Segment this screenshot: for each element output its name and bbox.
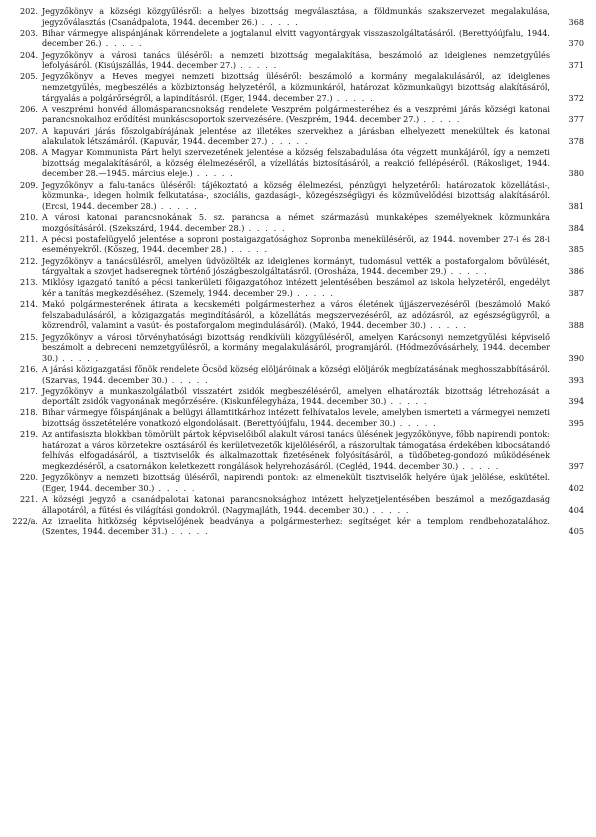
entry-page-number: 377 bbox=[568, 114, 584, 125]
dot-leader: . . . . . bbox=[244, 222, 287, 233]
entry-number: 220. bbox=[19, 472, 38, 483]
entry-page-number: 387 bbox=[568, 287, 584, 298]
dot-leader: . . . . . bbox=[154, 482, 197, 493]
dot-leader: . . . . . bbox=[226, 244, 269, 255]
entry-text: A veszprémi honvéd állomásparancsnokság rendelete Veszprém polgármesteréhez és a veszprémi járás községi katonai parancsnokaihoz erődítési munkáscsoportok szervezésére. (Veszprém, 1944. december 27.) . . . . . bbox=[42, 103, 550, 125]
entry-text: Jegyzőkönyv a tanácsülésről, amelyen üdvözölték az ideiglenes kormányt, tudomásul vették a postaforgalom bővülését, tárgyaltak a szovjet hadseregnek történő jószágbeszolgáltatásról. (Orosháza, 1944. december 29.) . . . . . bbox=[42, 255, 550, 277]
entry-number: 203. bbox=[19, 27, 38, 38]
entry-number: 214. bbox=[19, 299, 38, 310]
entry-number: 202. bbox=[19, 6, 38, 16]
entry-number: 216. bbox=[19, 363, 38, 374]
toc-entry bbox=[12, 429, 584, 471]
dot-leader: . . . . . bbox=[257, 16, 300, 27]
toc-entry bbox=[12, 256, 584, 277]
dot-leader: . . . . . bbox=[101, 38, 144, 49]
toc-entry bbox=[12, 104, 584, 125]
toc-entry bbox=[12, 472, 584, 493]
entry-text: A járási közigazgatási főnök rendelete Öcsöd község elöljáróinak a községi elöljárók megbízatásának meghosszabbításáról. (Szarvas, 1944. december 30.) . . . . . bbox=[42, 363, 550, 385]
dot-leader: . . . . . bbox=[425, 320, 468, 331]
entry-number: 204. bbox=[19, 49, 38, 60]
entry-text: A városi katonai parancsnokának 5. sz. parancsa a német származású munkaképes személyeknek közmunkára mozgósításáról. (Szekszárd, 1944. december 28.) . . . . . bbox=[42, 212, 550, 233]
entry-number: 217. bbox=[19, 385, 38, 396]
toc-entry bbox=[12, 407, 584, 428]
dot-leader: . . . . . bbox=[167, 374, 210, 385]
toc-entry bbox=[12, 516, 584, 537]
entry-text: A Magyar Kommunista Párt helyi szervezetének jelentése a község felszabadulása óta végzett munkájáról, így a nemzeti bizottság megalakításáról, a község élelmezéséről, a vízellátás biztosításáról, a reakció fellépéséről. (Rákosliget, 1944. december 28.—1945. március eleje.) . . . . . bbox=[42, 147, 550, 179]
dot-leader: . . . . . bbox=[395, 418, 438, 429]
entry-text: A községi jegyző a csanádpalotai katonai parancsnoksághoz intézett helyzetjelentésében beszámol a mezőgazdaság állapotáról, a fűtési és világítási gondokról. (Nagymajláth, 1944. december 30.) . . . . . bbox=[42, 494, 550, 515]
dot-leader: . . . . . bbox=[386, 396, 429, 407]
entry-page-number: 380 bbox=[568, 168, 584, 179]
entry-text: A kapuvári járás főszolgabírájának jelentése az illetékes szervekhez a járásban elhelyezett menekültek és katonai alakulatok létszámáról. (Kapuvár, 1944. december 27.) . . . . . bbox=[42, 125, 550, 147]
entry-text: Bihar vármegye alispánjának körrendelete a jogtalanul elvitt vagyontárgyak visszaszolgáltatásáról. (Berettyóújfalu, 1944. december 26.) . . . . . bbox=[42, 27, 550, 49]
entry-number: 218. bbox=[19, 407, 38, 418]
toc-entry bbox=[12, 212, 584, 233]
entry-number: 213. bbox=[19, 277, 38, 288]
entry-number: 205. bbox=[19, 71, 38, 82]
entry-number: 208. bbox=[19, 147, 38, 158]
entry-text: Jegyzőkönyv a munkaszolgálatból visszatért zsidók megbeszéléséről, amelyen elhatározták bizottság létrehozását a deportált zsidók vagyonának megőrzésére. (Kiskunfélegyháza, 1944. december 30.) . . . . . bbox=[42, 385, 550, 407]
toc-entry bbox=[12, 50, 584, 71]
entry-page-number: 381 bbox=[568, 200, 584, 211]
toc-entry bbox=[12, 6, 584, 27]
entry-page-number: 405 bbox=[568, 526, 584, 537]
dot-leader: . . . . . bbox=[58, 352, 100, 363]
toc-entry bbox=[12, 277, 584, 298]
entry-page-number: 386 bbox=[568, 266, 584, 277]
entry-page-number: 370 bbox=[568, 38, 584, 49]
dot-leader: . . . . . bbox=[458, 461, 500, 472]
entry-number: 210. bbox=[19, 212, 38, 223]
toc-entry bbox=[12, 180, 584, 212]
entry-number: 206. bbox=[19, 103, 38, 114]
entry-page-number: 372 bbox=[568, 92, 584, 103]
toc-entry bbox=[12, 126, 584, 147]
dot-leader: . . . . . bbox=[368, 504, 411, 515]
entry-number: 211. bbox=[19, 233, 38, 244]
entry-text: Jegyzőkönyv a Heves megyei nemzeti bizottság üléséről: beszámoló a kormány megalakulásáról, az ideiglenes nemzetgyűlés, megbeszélés a közbiztonság helyzetéről, a közmunkáról, határozat közmunkaügyi bizottság alakításáról, tárgyalás a polgárőrségről, a lapindításról. (Eger, 1944. december 27.) . . . . . bbox=[42, 71, 550, 103]
entry-page-number: 385 bbox=[568, 244, 584, 255]
entry-page-number: 384 bbox=[568, 222, 584, 233]
entry-page-number: 378 bbox=[568, 136, 584, 147]
toc-entry bbox=[12, 147, 584, 179]
entry-text: A pécsi postafelügyelő jelentése a soproni postaigazgatósághoz Sopronba menekülésérői, az 1944. november 27-i és 28-i eseményekről. (Kőszeg, 1944. december 28.) . . . . . bbox=[42, 233, 550, 255]
entry-text: Jegyzőkönyv a nemzeti bizottság üléséről, napirendi pontok: az elmenekült tisztviselők helyére újak jelölése, eskütétel. (Eger, 1944. december 30.) . . . . . bbox=[42, 472, 550, 493]
entry-text: Jegyzőkönyv a városi törvényhatósági bizottság rendkívüli közgyűléséről, amelyen Karácsonyi nemzetgyűlési képviselő beszámolt a debreceni nemzetgyűlésről, a kormány megalakulásáról, programjáról. (Hódmezővásárhely, 1944. december 30.) . . . . . bbox=[42, 331, 550, 363]
entry-page-number: 390 bbox=[568, 352, 584, 363]
entry-number: 209. bbox=[19, 179, 38, 190]
document-page bbox=[12, 6, 584, 538]
entry-number: 222/a. bbox=[12, 515, 38, 526]
entry-page-number: 368 bbox=[568, 16, 584, 27]
entry-number: 219. bbox=[19, 429, 38, 440]
entry-number: 215. bbox=[19, 331, 38, 342]
dot-leader: . . . . . bbox=[236, 60, 278, 71]
entry-text: Az izraelita hitközség képviselőjének beadványa a polgármesterhez: segítséget kér a templom rendbehozatalához. (Szentes, 1944. december 31.) . . . . . bbox=[42, 515, 550, 537]
entry-number: 207. bbox=[19, 125, 38, 136]
entry-text: Miklósy igazgató tanító a pécsi tankerületi főigazgatóhoz intézett jelentésében beszámol az iskola helyzetéről, engedélyt kér a tanítás megkezdéséhez. (Szemely, 1944. december 29.) . . . . . bbox=[42, 277, 550, 298]
entry-page-number: 395 bbox=[568, 418, 584, 429]
dot-leader: . . . . . bbox=[156, 200, 199, 211]
entry-text: Bihar vármegye főispánjának a belügyi államtitkárhoz intézett felhívatalos levele, amelyben ismerteti a vármegyei nemzeti bizottság összetételére vonatkozó elgondolásait. (Berettyóújfalu, 1944. december 30.) . . . . . bbox=[42, 407, 550, 429]
toc-entry bbox=[12, 332, 584, 364]
toc-entry bbox=[12, 364, 584, 385]
entry-text: Jegyzőkönyv a községi közgyűlésről: a helyes bizottság megválasztása, a földmunkás szakszervezet megalakulása, jegyzőválasztás (Csanádpalota, 1944. december 26.) . . . . . bbox=[42, 6, 550, 27]
entry-page-number: 402 bbox=[568, 482, 584, 493]
entry-text: Makó polgármesterének átirata a kecskeméti polgármesterhez a város életének újjászervezéséről (beszámoló Makó felszabadulásáról, a közigazgatás megindításáról, a közellátás megszervezéséről, az adózásról, az egészségügyről, a közrendről, valamint a vasút- és postaforgalom megindulásáról). (Makó, 1944. december 30.) . . . . . bbox=[42, 299, 550, 331]
entry-text: Jegyzőkönyv a falu-tanács üléséről: tájékoztató a község élelmezési, pénzügyi helyzetéről: határozatok közellátási-, közmunka-, idegen holmik felkutatása-, szociális, gazdasági-, közegészségügyi és közművelődési bizottság alakításáról. (Ercsi, 1944. december 28.) . . . . . bbox=[42, 179, 550, 211]
entry-page-number: 394 bbox=[568, 396, 584, 407]
toc-entry bbox=[12, 386, 584, 407]
toc-entry bbox=[12, 234, 584, 255]
dot-leader: . . . . . bbox=[167, 526, 210, 537]
entry-page-number: 388 bbox=[568, 320, 584, 331]
entry-number: 212. bbox=[19, 255, 38, 266]
dot-leader: . . . . . bbox=[332, 92, 375, 103]
toc-entry bbox=[12, 494, 584, 515]
dot-leader: . . . . . bbox=[446, 266, 489, 277]
dot-leader: . . . . . bbox=[292, 287, 335, 298]
dot-leader: . . . . . bbox=[419, 114, 461, 125]
entry-text: Jegyzőkönyv a városi tanács üléséről: a nemzeti bizottság megalakítása, beszámoló az ideiglenes nemzetgyűlés lefolyásáról. (Kisújszállás, 1944. december 27.) . . . . . bbox=[42, 49, 550, 71]
toc-entry bbox=[12, 71, 584, 103]
entry-number: 221. bbox=[19, 494, 38, 504]
dot-leader: . . . . . bbox=[192, 168, 235, 179]
dot-leader: . . . . . bbox=[267, 136, 310, 147]
toc-entry bbox=[12, 299, 584, 331]
entry-page-number: 397 bbox=[568, 461, 584, 472]
entry-page-number: 404 bbox=[568, 504, 584, 515]
entry-page-number: 393 bbox=[568, 374, 584, 385]
entry-page-number: 371 bbox=[568, 60, 584, 71]
toc-entry bbox=[12, 28, 584, 49]
entry-text: Az antifasiszta blokkban tömörült pártok képviselőiből alakult városi tanács ülésének jegyzőkönyve, főbb napirendi pontok: határozat a város körzetekre osztásáról és kerületvezetők kijelöléséről, a rászorultak támogatása érdekében kibocsátandó felhívás elfogadásáról, a tisztviselők és alkalmazottak fizetésének folyósításáról, a tüdőbeteg-gondozó működésének megkezdéséről, a csatornákon keletkezett rongálások helyrehozásáról. (Cegléd, 1944. december 30.) . . . . . bbox=[42, 429, 550, 472]
